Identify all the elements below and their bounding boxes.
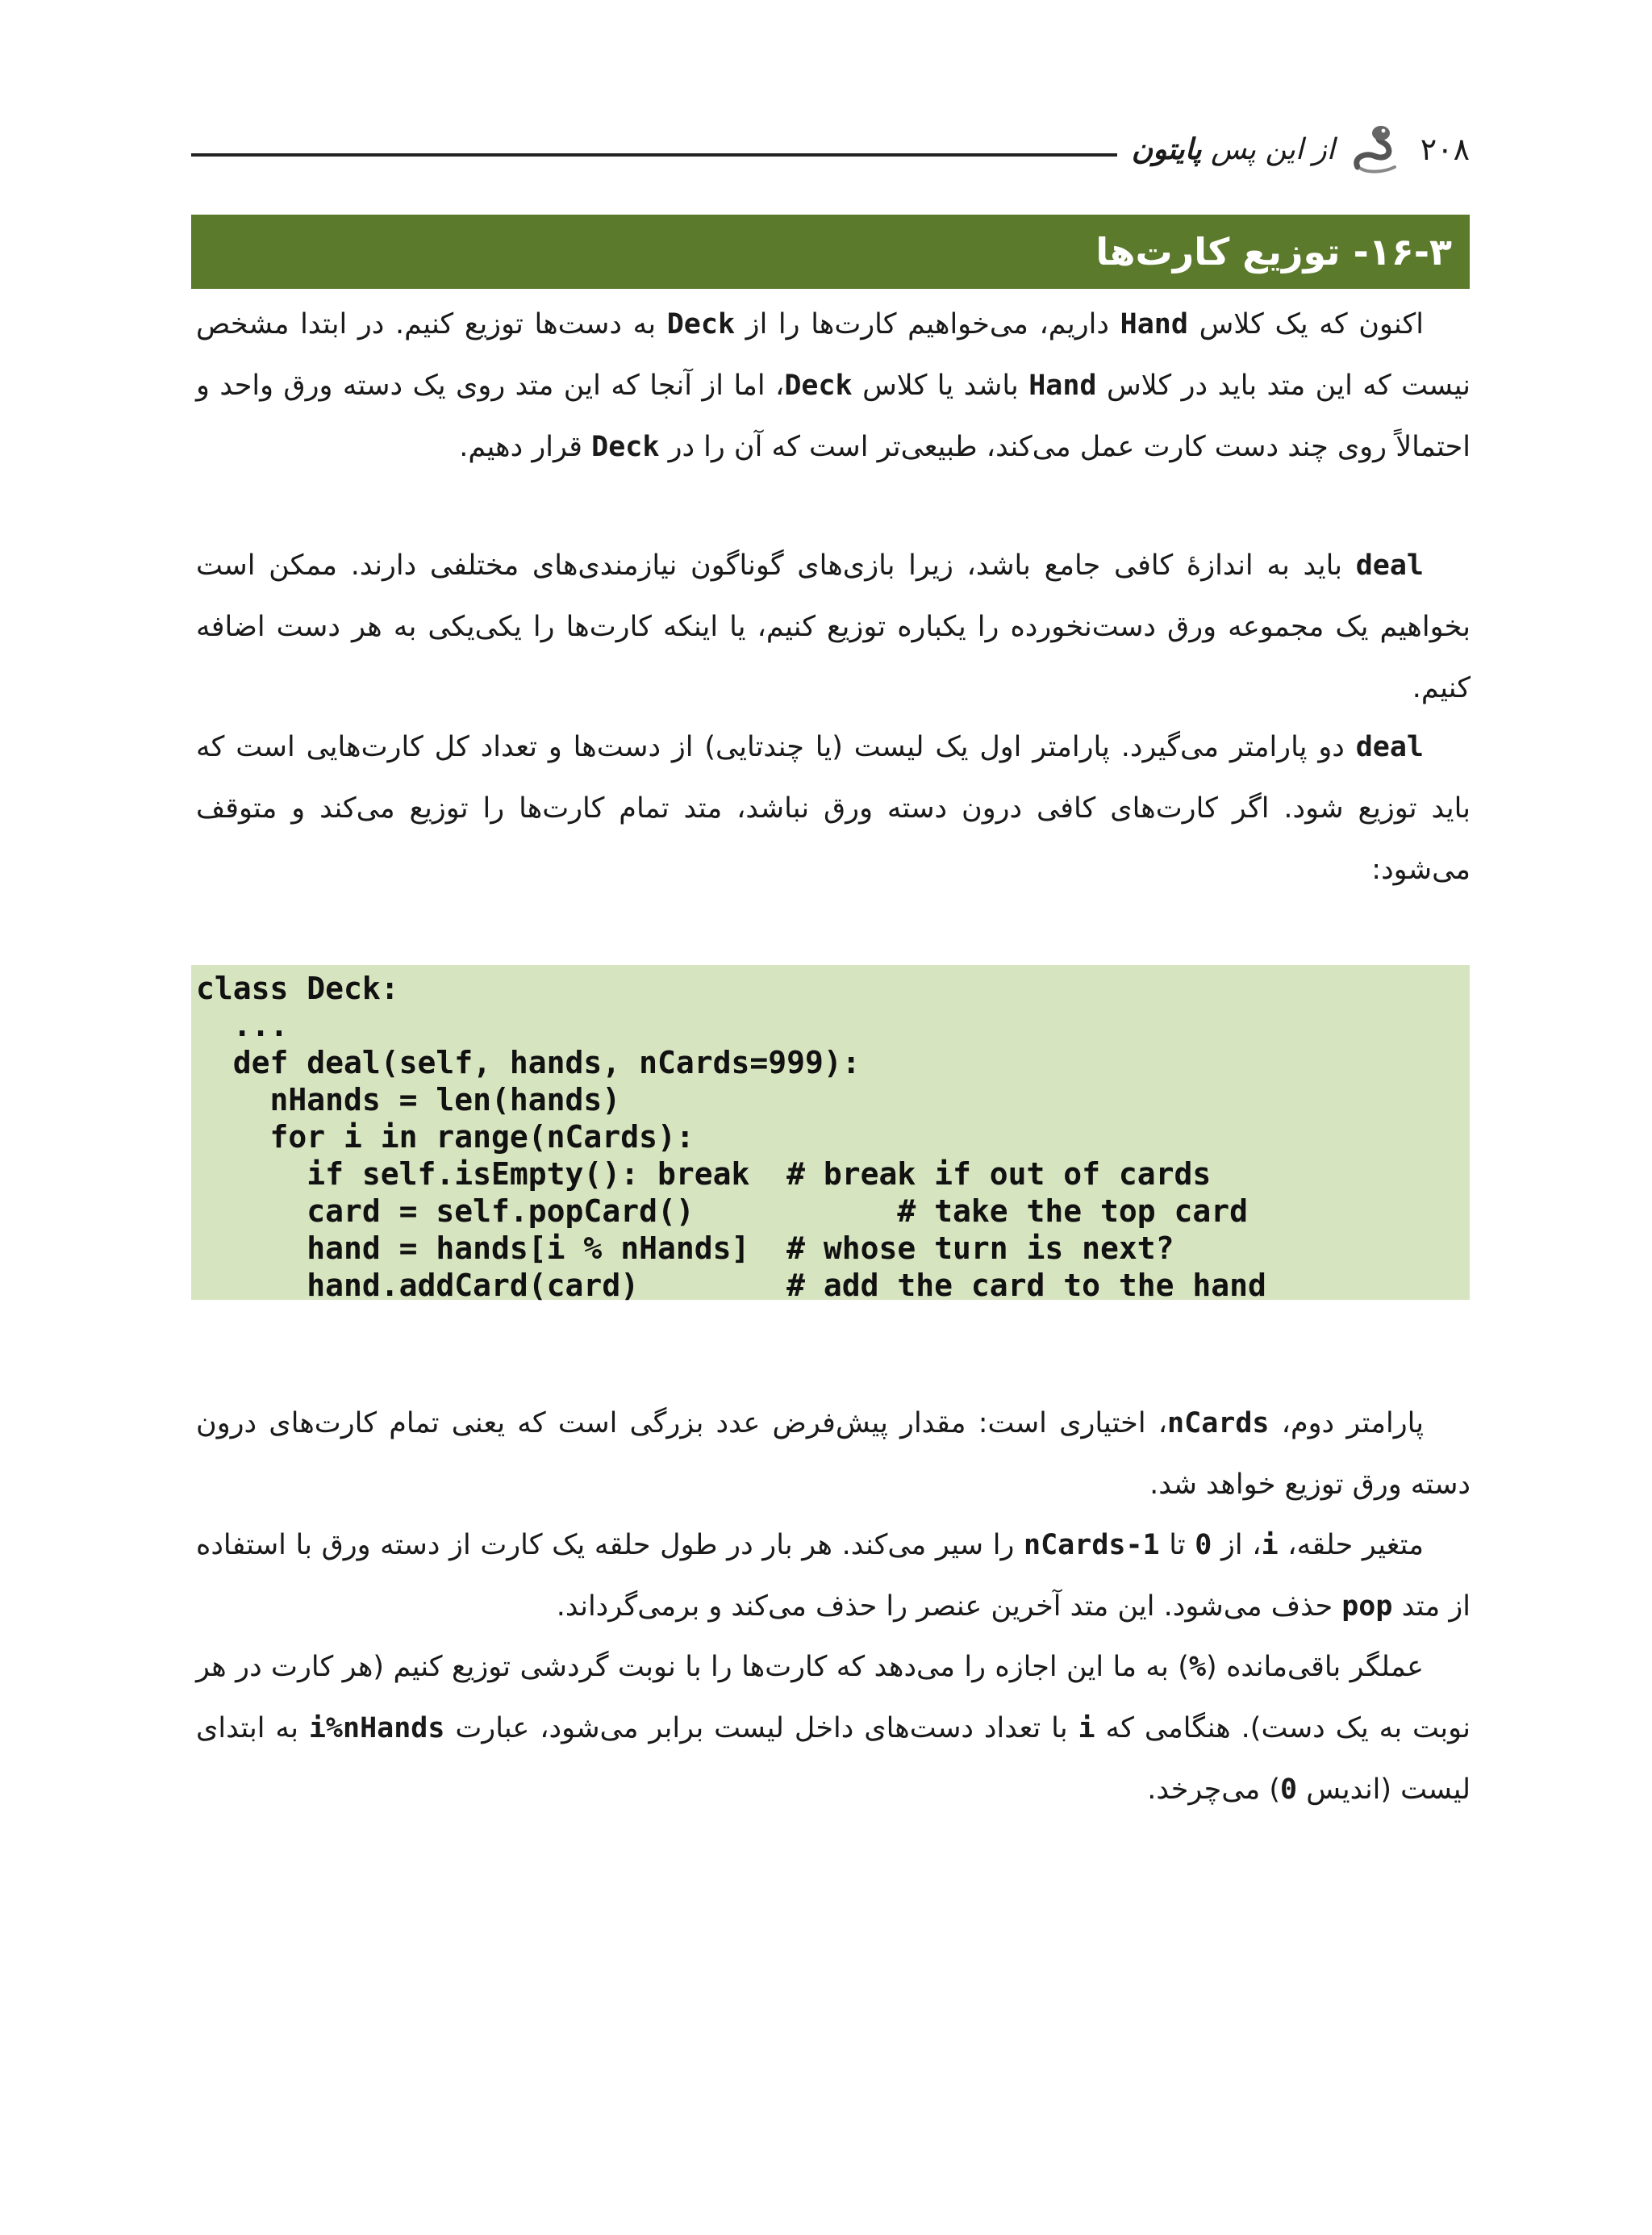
p4-text-2: ، اختیاری است: مقدار پیش‌فرض عدد بزرگی است که یعنی تمام کارت‌های درون دسته ورق توزیع خواهد شد. <box>196 1407 1471 1501</box>
p6-text-3: با تعداد دست‌های داخل لیست برابر می‌شود، عبارت <box>444 1712 1078 1744</box>
p1-text-6: قرار دهیم. <box>459 431 592 463</box>
code-line: hand = hands[i % nHands] # whose turn is next? <box>196 1230 1174 1266</box>
header-rule <box>191 153 1117 157</box>
code-word-deck: Deck <box>591 431 660 463</box>
page-number: ۲۰۸ <box>1420 132 1470 167</box>
code-word-ncards: nCards <box>1167 1407 1270 1439</box>
code-word-hand: Hand <box>1028 370 1097 402</box>
code-line: hand.addCard(card) # add the card to the hand <box>196 1268 1266 1303</box>
code-line: card = self.popCard() # take the top card <box>196 1193 1249 1229</box>
book-title-prefix: از این پس <box>1211 132 1335 166</box>
p6-text-1: عملگر باقی‌مانده ( <box>1206 1651 1424 1683</box>
code-word-i: i <box>1261 1529 1279 1561</box>
paragraph-1 <box>196 294 1471 478</box>
section-heading-bar <box>191 215 1470 289</box>
p5-text-5: حذف می‌شود. این متد آخرین عنصر را حذف می‌کند و برمی‌گرداند. <box>556 1590 1342 1623</box>
code-word-deck: Deck <box>666 308 736 340</box>
code-line: class Deck: <box>196 971 399 1006</box>
code-word-deck: Deck <box>784 370 853 402</box>
page-header <box>191 121 1470 178</box>
paragraph-3-text <box>196 716 1471 900</box>
book-title <box>1132 133 1335 166</box>
code-word-hand: Hand <box>1120 308 1188 340</box>
p5-text-2: ، از <box>1212 1529 1262 1561</box>
code-word-modulo: % <box>1188 1651 1207 1683</box>
p4-text-1: پارامتر دوم، <box>1269 1407 1424 1439</box>
paragraph-5-text <box>196 1514 1471 1637</box>
p1-text-1: اکنون که یک کلاس <box>1187 308 1424 340</box>
paragraph-4-text <box>196 1393 1471 1515</box>
code-block <box>191 965 1470 1303</box>
code-word-ncards-minus-1: nCards-1 <box>1024 1529 1160 1561</box>
code-word-pop: pop <box>1341 1590 1393 1623</box>
paragraph-2-text <box>196 535 1471 719</box>
code-word-deal: deal <box>1355 549 1424 582</box>
paragraph-5 <box>196 1514 1471 1637</box>
paragraph-4 <box>196 1393 1471 1515</box>
p5-text-4: را سیر می‌کند. هر بار در طول حلقه یک کارت از دسته ورق با استفاده از متد <box>196 1529 1471 1623</box>
code-word-i-mod-nhands: i%nHands <box>308 1712 445 1744</box>
paragraph-2 <box>196 535 1471 719</box>
p1-text-5: ، اما از آنجا که این متد روی یک دسته ورق واحد و احتمالاً روی چند دست کارت عمل می‌کند، طبیعی‌تر است که آن را در <box>196 370 1471 463</box>
p1-text-4: باشد یا کلاس <box>852 370 1029 402</box>
code-word-i: i <box>1078 1712 1095 1744</box>
code-word-deal: deal <box>1355 731 1424 763</box>
paragraph-3 <box>196 716 1471 900</box>
p1-text-2: داریم، می‌خواهیم کارت‌ها را از <box>735 308 1120 340</box>
paragraph-6-text <box>196 1636 1471 1820</box>
p6-text-5: ) می‌چرخد. <box>1147 1773 1280 1806</box>
code-line: for i in range(nCards): <box>196 1119 695 1155</box>
code-word-zero: 0 <box>1280 1773 1298 1806</box>
p5-text-1: متغیر حلقه، <box>1278 1529 1424 1561</box>
code-line: if self.isEmpty(): break # break if out of cards <box>196 1156 1212 1192</box>
snake-icon <box>1346 120 1404 178</box>
paragraph-6 <box>196 1636 1471 1820</box>
book-title-bold: پایتون <box>1131 132 1202 166</box>
p5-text-3: تا <box>1159 1529 1195 1561</box>
p2-text-1: باید به اندازهٔ کافی جامع باشد، زیرا بازی‌های گوناگون نیازمندی‌های مختلفی دارند. ممکن است بخواهیم یک مجموعه ورق دست‌نخورده را یکباره توزیع کنیم، یا اینکه کارت‌ها را یکی‌یکی به هر دست اضافه کنیم. <box>196 549 1471 704</box>
p6-text-4: به ابتدای لیست (اندیس <box>196 1712 1471 1806</box>
code-line: ... <box>196 1008 289 1043</box>
code-line: def deal(self, hands, nCards=999): <box>196 1045 861 1080</box>
p1-text-3: به دست‌ها توزیع کنیم. در ابتدا مشخص نیست که این متد باید در کلاس <box>196 308 1471 402</box>
section-title: ۱۶-۳- توزیع کارت‌ها <box>1095 230 1452 274</box>
p6-text-2: ) به ما این اجازه را می‌دهد که کارت‌ها را با نوبت گردشی توزیع کنیم (هر کارت در هر نوبت به یک دست). هنگامی که <box>196 1651 1471 1744</box>
paragraph-1-text <box>196 294 1471 478</box>
p3-text-1: دو پارامتر می‌گیرد. پارامتر اول یک لیست (یا چندتایی) از دست‌ها و تعداد کل کارت‌هایی است که باید توزیع شود. اگر کارت‌های کافی درون دسته ورق نباشد، متد تمام کارت‌ها را توزیع می‌کند و متوقف می‌شود: <box>196 731 1471 886</box>
code-line: nHands = len(hands) <box>196 1082 621 1118</box>
code-word-zero: 0 <box>1195 1529 1212 1561</box>
